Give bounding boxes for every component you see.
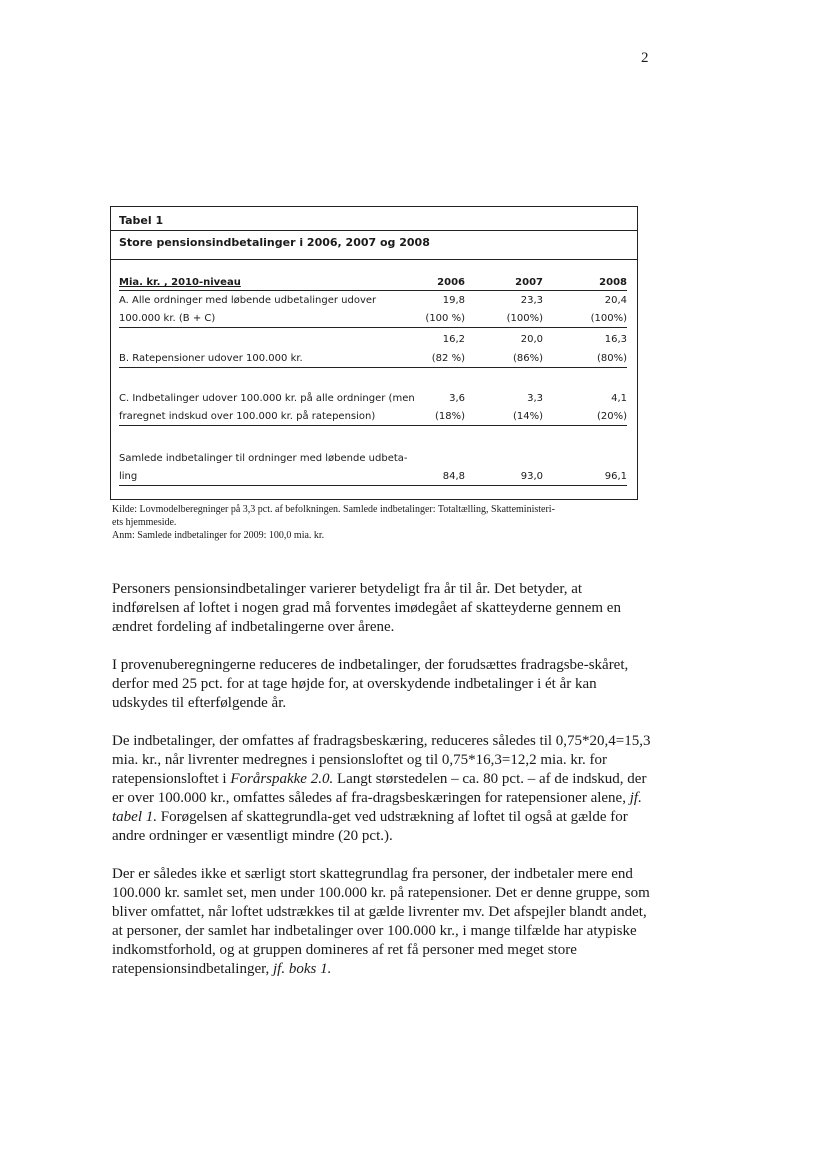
row-a-share: (100 %) xyxy=(425,313,465,324)
row-c-value: 3,3 xyxy=(527,393,543,404)
paragraph-text: Langt størstedelen – ca. 80 pct. – af de indskud, der er over 100.000 kr., omfattes således af fra-dragsbeskæringen for ratepensioner alene, xyxy=(112,771,647,806)
row-a-label: 100.000 kr. (B + C) xyxy=(119,313,216,324)
table-source xyxy=(112,503,642,542)
paragraph-text: Forøgelsen af skattegrundla-get ved udstrækning af loftet til også at gælde for andre ordninger er væsentligt mindre (20 pct.). xyxy=(112,809,628,844)
row-divider xyxy=(119,290,627,291)
data-table xyxy=(110,206,638,500)
reference-tabel-1: jf. tabel 1. xyxy=(112,790,642,825)
table-title: Store pensionsindbetalinger i 2006, 2007 og 2008 xyxy=(119,236,430,249)
row-divider xyxy=(119,327,627,328)
row-total-label: ling xyxy=(119,471,138,482)
row-b-label: B. Ratepensioner udover 100.000 kr. xyxy=(119,353,303,364)
source-line: ets hjemmeside. xyxy=(112,517,177,528)
row-c-share: (14%) xyxy=(512,411,543,422)
row-a-share: (100%) xyxy=(590,313,627,324)
row-divider xyxy=(119,425,627,426)
page-number: 2 xyxy=(641,50,649,66)
table-divider xyxy=(111,230,637,231)
row-c-share: (20%) xyxy=(596,411,627,422)
row-total-label: Samlede indbetalinger til ordninger med løbende udbeta- xyxy=(119,453,408,464)
paragraph-text: De indbetalinger, der omfattes af fradragsbeskæring, reduceres således til 0,75*20,4=15,3 mia. kr., når livrenter medregnes i pensionsloftet og til 0,75*16,3=12,2 mia. kr. for ratepensionsloftet i xyxy=(112,733,651,787)
row-divider xyxy=(119,485,627,486)
table-label: Tabel 1 xyxy=(119,214,164,227)
paragraph xyxy=(112,732,652,846)
paragraph: Personers pensionsindbetalinger varierer betydeligt fra år til år. Det betyder, at indførelsen af loftet i nogen grad må forventes imødegået af skatteyderne gennem en ændret fordeling af indbetalingerne over årene. xyxy=(112,581,621,635)
paragraph: I provenuberegningerne reduceres de indbetalinger, der forudsættes fradragsbe-skåret, derfor med 25 pct. for at tage højde for, at overskydende indbetalinger i ét år kan udskydes til efterfølgende år. xyxy=(112,657,629,711)
row-b-value: 20,0 xyxy=(520,334,543,345)
header-year-2006: 2006 xyxy=(437,277,465,288)
header-unit: Mia. kr. , 2010-niveau xyxy=(119,277,241,288)
row-a-label: A. Alle ordninger med løbende udbetalinger udover xyxy=(119,295,377,306)
row-a-value: 20,4 xyxy=(604,295,627,306)
header-year-2008: 2008 xyxy=(599,277,627,288)
row-b-share: (86%) xyxy=(512,353,543,364)
source-line: Kilde: Lovmodelberegninger på 3,3 pct. af befolkningen. Samlede indbetalinger: Totaltælling, Skatteministeri- xyxy=(112,504,555,515)
row-c-value: 3,6 xyxy=(449,393,465,404)
row-c-share: (18%) xyxy=(434,411,465,422)
row-b-share: (80%) xyxy=(596,353,627,364)
paragraph-text: Der er således ikke et særligt stort skattegrundlag fra personer, der indbetaler mere end 100.000 kr. samlet set, men under 100.000 kr. på ratepensioner. Det er denne gruppe, som bliver omfattet, når loftet udstrækkes til at gælde livrenter mv. Det afspejler blandt andet, at personer, der samlet har indbetalinger over 100.000 kr., i mange tilfælde har atypiske indkomstforhold, og at gruppen domineres af ret få personer med meget store ratepensionsindbetalinger, xyxy=(112,866,650,977)
row-c-value: 4,1 xyxy=(611,393,627,404)
row-total-value: 96,1 xyxy=(604,471,627,482)
table-divider xyxy=(111,259,637,260)
row-c-label: fraregnet indskud over 100.000 kr. på ratepension) xyxy=(119,411,376,422)
reference-boks-1: jf. boks 1. xyxy=(273,961,332,977)
note-line: Anm: Samlede indbetalinger for 2009: 100,0 mia. kr. xyxy=(112,530,325,541)
row-divider xyxy=(119,367,627,368)
body-text xyxy=(112,580,652,998)
header-year-2007: 2007 xyxy=(515,277,543,288)
row-c-label: C. Indbetalinger udover 100.000 kr. på alle ordninger (men xyxy=(119,393,415,404)
reference-forarspakke: Forårspakke 2.0. xyxy=(230,771,334,787)
row-total-value: 84,8 xyxy=(442,471,465,482)
row-b-value: 16,2 xyxy=(442,334,465,345)
row-a-share: (100%) xyxy=(506,313,543,324)
row-total-value: 93,0 xyxy=(520,471,543,482)
row-b-value: 16,3 xyxy=(604,334,627,345)
row-b-share: (82 %) xyxy=(431,353,465,364)
row-a-value: 23,3 xyxy=(520,295,543,306)
row-a-value: 19,8 xyxy=(442,295,465,306)
paragraph xyxy=(112,865,652,979)
